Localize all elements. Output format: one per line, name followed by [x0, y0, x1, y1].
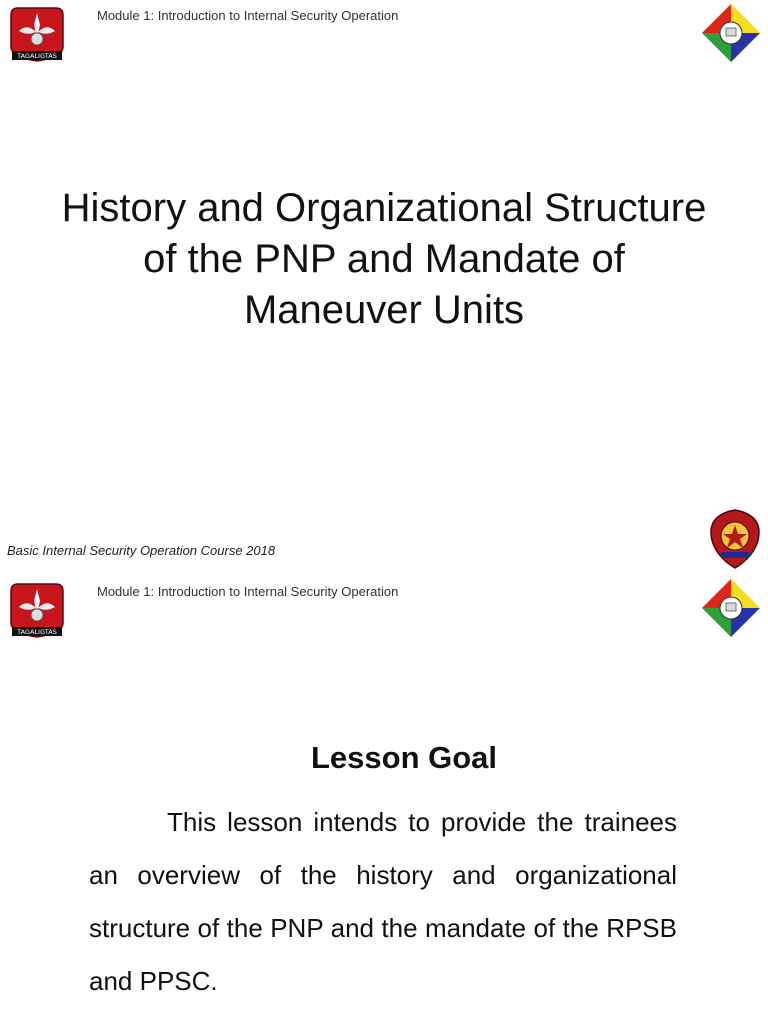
title-line-1: History and Organizational Structure	[61, 186, 707, 230]
module-header: Module 1: Introduction to Internal Security Operation	[97, 584, 399, 599]
course-footer: Basic Internal Security Operation Course 2018	[7, 543, 276, 558]
lesson-goal-body	[89, 796, 677, 1008]
pnp-seal-logo	[707, 508, 763, 570]
tagaligtas-logo	[7, 5, 67, 63]
lesson-goal-text: This lesson intends to provide the trainees an overview of the history and organizational structure of the PNP and the mandate of the RPSB and PPSC.	[89, 807, 677, 996]
title-line-3: Maneuver Units	[243, 288, 525, 332]
tagaligtas-logo	[7, 581, 67, 639]
slide-lesson-goal	[0, 576, 768, 1024]
lesson-goal-heading: Lesson Goal	[310, 740, 498, 775]
module-header: Module 1: Introduction to Internal Security Operation	[97, 8, 399, 23]
unit-diamond-logo	[701, 3, 761, 63]
svg-text:TAGALIGTAS: TAGALIGTAS	[17, 52, 57, 61]
title-line-2: of the PNP and Mandate of	[143, 237, 625, 281]
svg-text:TAGALIGTAS: TAGALIGTAS	[17, 628, 57, 637]
slide-title-text	[20, 183, 748, 336]
unit-diamond-logo	[701, 578, 761, 638]
